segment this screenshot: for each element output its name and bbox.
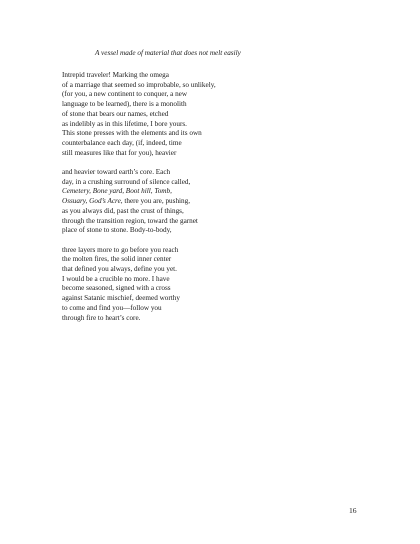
poem-line: place of stone to stone. Body-to-body, (62, 226, 172, 235)
stanza-3 (62, 246, 216, 324)
poem-line: that defined you always, define you yet. (62, 265, 177, 274)
poem-line: of stone that bears our names, etched (62, 109, 169, 118)
poem-line: the molten fires, the solid inner center (62, 255, 172, 264)
poem-body (62, 71, 216, 333)
stanza-1 (62, 71, 216, 158)
poem-line: still measures like that for you), heavier (62, 148, 177, 157)
poem-line: and heavier toward earth’s core. Each (62, 168, 171, 177)
poem-line: as indelibly as in this lifetime, I bore yours. (62, 119, 187, 128)
poem-line: counterbalance each day, (if, indeed, time (62, 138, 182, 147)
poem-line: to come and find you—follow you (62, 303, 162, 312)
poem-line: against Satanic mischief, deemed worthy (62, 294, 180, 303)
poem-line: language to be learned), there is a monolith (62, 100, 187, 109)
poem-line: become seasoned, signed with a cross (62, 284, 171, 293)
poem-subtitle: A vessel made of material that does not melt easily (95, 49, 241, 57)
poem-line: This stone presses with the elements and its own (62, 129, 202, 138)
poem-line-mixed (62, 197, 216, 207)
poem-line: through the transition region, toward the garnet (62, 216, 198, 225)
stanza-2 (62, 168, 216, 236)
poem-line: (for you, a new continent to conquer, a new (62, 90, 188, 99)
poem-line: through fire to heart’s core. (62, 313, 141, 322)
poem-line: as you always did, past the crust of things, (62, 206, 184, 215)
poem-line: day, in a crushing surround of silence called, (62, 177, 191, 186)
poem-line: I would be a crucible no more. I have (62, 274, 170, 283)
poem-line: of a marriage that seemed so improbable, so unlikely, (62, 80, 216, 89)
poem-line: three layers more to go before you reach (62, 245, 179, 254)
poem-line: Intrepid traveler! Marking the omega (62, 71, 169, 79)
page-number: 16 (349, 506, 357, 515)
poem-line-italic-part: Ossuary, God’s Acre, (62, 197, 123, 206)
poem-line-italic: Cemetery, Bone yard, Boot hill, Tomb, (62, 187, 172, 196)
poem-line-roman-part: there you are, pushing, (122, 197, 191, 206)
